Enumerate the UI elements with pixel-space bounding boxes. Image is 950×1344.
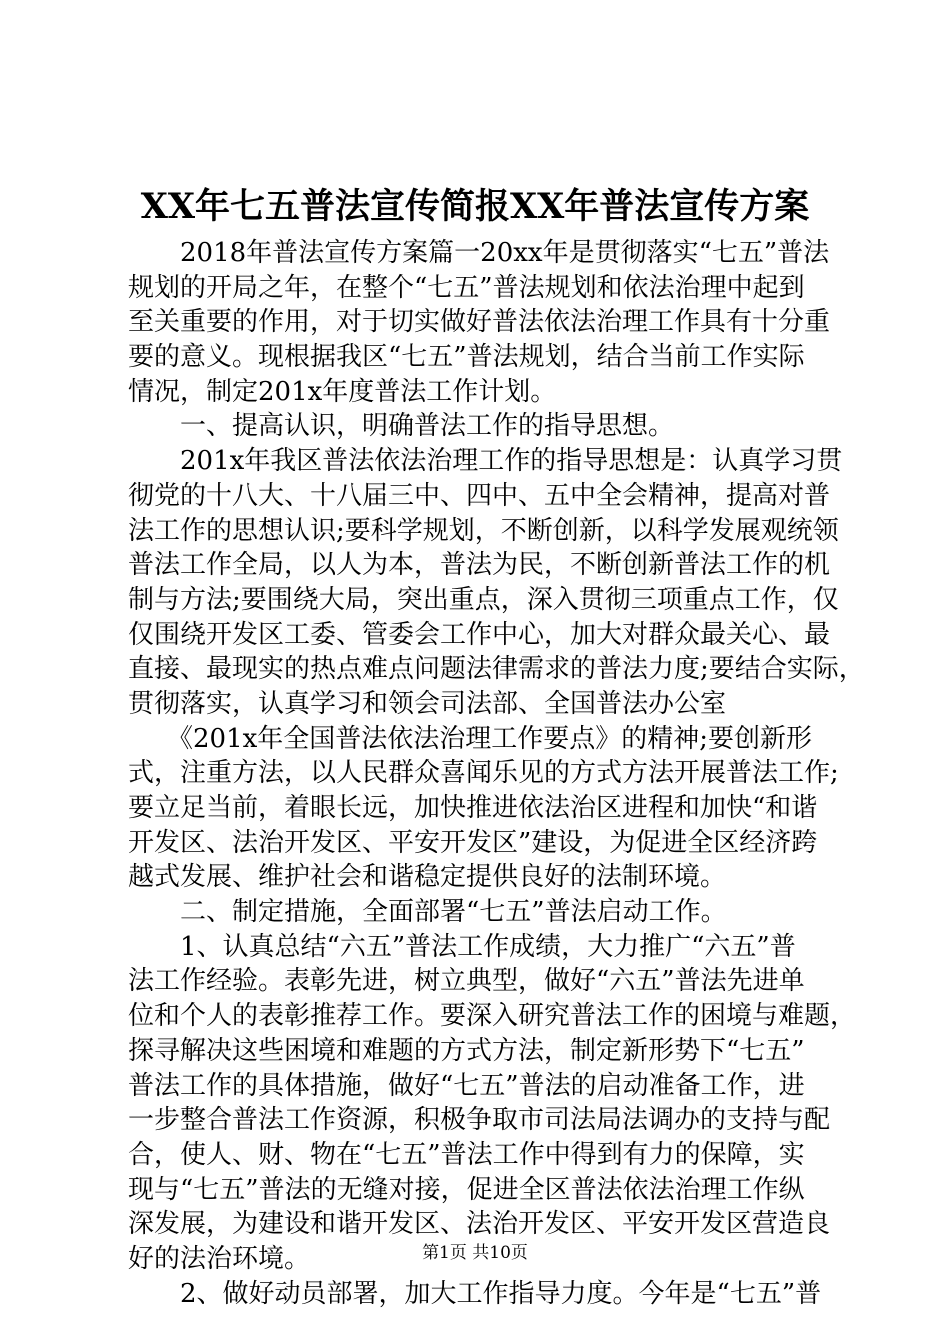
body-line: 201x年我区普法依法治理工作的指导思想是：认真学习贯 bbox=[128, 446, 843, 477]
body-line: 一步整合普法工作资源，积极争取市司法局法调办的支持与配 bbox=[128, 1105, 831, 1136]
body-line: 贯彻落实，认真学习和领会司法部、全国普法办公室 bbox=[128, 688, 727, 719]
body-line: 深发展，为建设和谐开发区、法治开发区、平安开发区营造良 bbox=[128, 1209, 831, 1240]
body-line: 越式发展、维护社会和谐稳定提供良好的法制环境。 bbox=[128, 862, 727, 893]
body-line: 普法工作全局，以人为本，普法为民，不断创新普法工作的机 bbox=[128, 550, 831, 581]
body-line: 二、制定措施，全面部署“七五”普法启动工作。 bbox=[128, 897, 727, 928]
body-line: 式，注重方法，以人民群众喜闻乐见的方式方法开展普法工作; bbox=[128, 758, 839, 789]
body-line: 合，使人、财、物在“七五”普法工作中得到有力的保障，实 bbox=[128, 1139, 805, 1170]
body-line: 直接、最现实的热点难点问题法律需求的普法力度;要结合实际， bbox=[128, 654, 865, 685]
body-line: 1、认真总结“六五”普法工作成绩，大力推广“六五”普 bbox=[128, 931, 796, 962]
body-line: 要的意义。现根据我区“七五”普法规划，结合当前工作实际 bbox=[128, 342, 805, 373]
body-line: 2018年普法宣传方案篇一20xx年是贯彻落实“七五”普法 bbox=[128, 238, 830, 268]
body-line: 法工作的思想认识;要科学规划，不断创新，以科学发展观统领 bbox=[128, 515, 839, 546]
body-line: 制与方法;要围绕大局，突出重点，深入贯彻三项重点工作，仅 bbox=[128, 584, 839, 615]
body-line: 情况，制定201x年度普法工作计划。 bbox=[128, 376, 557, 407]
body-line: 好的法治环境。 bbox=[128, 1243, 311, 1274]
page-number-footer: 第1页 共10页 bbox=[422, 1243, 528, 1263]
body-line: 普法工作的具体措施，做好“七五”普法的启动准备工作，进 bbox=[128, 1070, 805, 1101]
body-line: 现与“七五”普法的无缝对接，促进全区普法依法治理工作纵 bbox=[128, 1174, 805, 1205]
body-line: 《201x年全国普法依法治理工作要点》的精神;要创新形 bbox=[128, 723, 813, 754]
document-body bbox=[128, 236, 865, 1311]
body-line: 仅围绕开发区工委、管委会工作中心，加大对群众最关心、最 bbox=[128, 619, 831, 650]
body-line: 一、提高认识，明确普法工作的指导思想。 bbox=[128, 411, 675, 442]
body-line: 至关重要的作用，对于切实做好普法依法治理工作具有十分重 bbox=[128, 307, 831, 338]
body-line: 探寻解决这些困境和难题的方式方法，制定新形势下“七五” bbox=[128, 1035, 805, 1066]
body-line: 彻党的十八大、十八届三中、四中、五中全会精神，提高对普 bbox=[128, 480, 831, 511]
body-line: 规划的开局之年，在整个“七五”普法规划和依法治理中起到 bbox=[128, 272, 805, 303]
body-line: 2、做好动员部署，加大工作指导力度。今年是“七五”普 bbox=[128, 1278, 822, 1309]
body-line: 要立足当前，着眼长远，加快推进依法治区进程和加快“和谐 bbox=[128, 793, 818, 823]
body-line: 法工作经验。表彰先进，树立典型，做好“六五”普法先进单 bbox=[128, 966, 805, 997]
body-line: 位和个人的表彰推荐工作。要深入研究普法工作的困境与难题， bbox=[128, 1001, 857, 1032]
document-title: XX年七五普法宣传简报XX年普法宣传方案 bbox=[140, 186, 810, 227]
body-line: 开发区、法治开发区、平安开发区”建设，为促进全区经济跨 bbox=[128, 827, 818, 858]
